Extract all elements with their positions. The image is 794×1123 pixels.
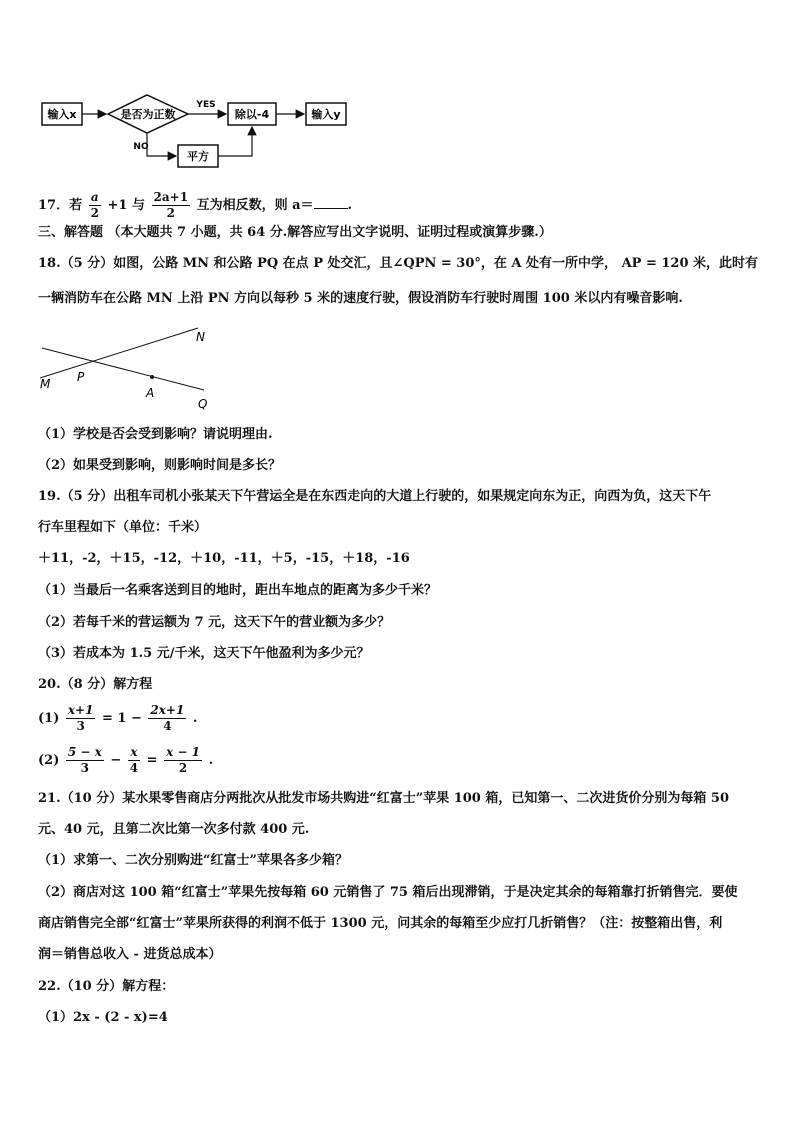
q18-line1: 18.（5 分）如图，公路 MN 和公路 PQ 在点 P 处交汇，且∠QPN = 30°，在 A 处有一所中学， AP = 120 米，此时有 <box>38 256 759 271</box>
q19-line1: 19.（5 分）出租车司机小张某天下午营运全是在东西走向的大道上行驶的，如果规定向东为正，向西为负，这天下午 <box>38 489 712 504</box>
q17-mid2: 互为相反数，则 a＝ <box>196 198 314 213</box>
question-17 <box>38 190 352 221</box>
q20-e1-frac1 <box>66 703 96 734</box>
q21-sub2-line3: 润＝销售总收入 - 进货总成本） <box>38 947 222 962</box>
q21-sub2-line1: （2）商店对这 100 箱“红富士”苹果先按每箱 60 元销售了 75 箱后出现滞销，于是决定其余的每箱靠打折销售完．要使 <box>38 885 738 900</box>
q20-e2-label: (2) <box>38 753 60 768</box>
q17-frac2-num: 2a+1 <box>153 190 189 204</box>
q19-sub2: （2）若每千米的营运额为 7 元，这天下午的营业额为多少？ <box>38 615 391 630</box>
flow-square-text: 平方 <box>187 150 209 163</box>
point-a <box>150 375 154 379</box>
q20-e2-frac2 <box>128 745 140 776</box>
q17-frac1-num: a <box>89 190 101 206</box>
q20-e1-f2-num: 2x+1 <box>150 703 185 717</box>
q20-e2-f1-den: 3 <box>80 761 90 775</box>
q20-e2-frac1 <box>66 745 104 776</box>
q17-answer-blank <box>314 196 348 209</box>
q17-mid1: +1 与 <box>107 198 145 213</box>
label-a: A <box>146 386 155 400</box>
q18-line2: 一辆消防车在公路 MN 上沿 PN 方向以每秒 5 米的速度行驶，假设消防车行驶时周围 100 米以内有噪音影响. <box>38 291 683 306</box>
q20-e2-f2-den: 4 <box>129 761 139 775</box>
q17-prefix: 17．若 <box>38 198 83 213</box>
q20-e2-end: . <box>208 753 214 768</box>
flow-decision-text: 是否为正数 <box>120 108 176 121</box>
q17-fraction-2 <box>152 190 191 221</box>
q20-e1-end: . <box>192 711 198 726</box>
q20-e1-label: (1) <box>38 711 60 726</box>
q21-line1: 21.（10 分）某水果零售商店分两批次从批发市场共购进“红富士”苹果 100 箱，已知第一、二次进货价分别为每箱 50 <box>38 791 729 806</box>
q20-e2-minus: − <box>110 753 122 768</box>
q20-equation-2 <box>38 745 213 776</box>
q20-equation-1 <box>38 703 197 734</box>
q17-fraction-1 <box>89 190 101 221</box>
q20-title: 20.（8 分）解方程 <box>38 677 153 692</box>
road-pq <box>42 348 204 390</box>
q18-sub1: （1）学校是否会受到影响？请说明理由. <box>38 427 273 442</box>
q20-e1-mid: = 1 − <box>101 711 142 726</box>
q17-end: . <box>347 198 353 213</box>
q20-e1-f2-den: 4 <box>163 719 172 733</box>
flowchart <box>38 92 358 172</box>
q17-frac2-den: 2 <box>166 206 175 220</box>
label-n: N <box>196 330 205 344</box>
q17-frac1-den: 2 <box>90 206 99 220</box>
flow-divide-text: 除以-4 <box>234 108 270 121</box>
q20-e2-f2-num: x <box>128 745 140 761</box>
flow-output-text: 输入y <box>311 108 341 121</box>
label-q: Q <box>198 397 208 411</box>
q20-e2-eq: = <box>146 753 158 768</box>
flow-input-text: 输入x <box>47 108 77 121</box>
section-3-heading: 三、解答题 （本大题共 7 小题，共 64 分.解答应写出文字说明、证明过程或演算步骤.） <box>38 225 552 240</box>
q22-sub1: （1）2x - (2 - x)=4 <box>38 1010 168 1025</box>
q19-data: ＋11，-2，＋15，-12，＋10，-11，＋5，-15，＋18，-16 <box>38 551 410 566</box>
label-p: P <box>77 370 85 384</box>
q18-figure <box>38 325 228 415</box>
q21-line2: 元、40 元，且第二次比第一次多付款 400 元. <box>38 822 310 837</box>
label-m: M <box>40 377 51 391</box>
q20-e2-frac3 <box>164 745 202 776</box>
q20-e2-f3-den: 2 <box>178 761 188 775</box>
flow-no-label: NO <box>133 142 149 152</box>
q20-e2-f1-num: 5 − x <box>67 745 102 759</box>
q21-sub2-line2: 商店销售完全部“红富士”苹果所获得的利润不低于 1300 元，问其余的每箱至少应打几折销售？（注：按整箱出售，利 <box>38 916 723 931</box>
q21-sub1: （1）求第一、二次分别购进“红富士”苹果各多少箱？ <box>38 853 349 868</box>
q18-sub2: （2）如果受到影响，则影响时间是多长？ <box>38 458 282 473</box>
road-mn <box>40 328 198 378</box>
q20-e1-f1-den: 3 <box>76 719 85 733</box>
q19-sub3: （3）若成本为 1.5 元/千米，这天下午他盈利为多少元？ <box>38 646 370 661</box>
q19-sub1: （1）当最后一名乘客送到目的地时，距出车地点的距离为多少千米？ <box>38 583 438 598</box>
q22-title: 22.（10 分）解方程： <box>38 979 175 994</box>
flow-yes-label: YES <box>196 100 216 110</box>
q19-line2: 行车里程如下（单位：千米） <box>38 520 208 535</box>
q20-e1-frac2 <box>148 703 186 734</box>
q20-e1-f1-num: x+1 <box>67 703 94 717</box>
q20-e2-f3-num: x − 1 <box>166 745 201 759</box>
